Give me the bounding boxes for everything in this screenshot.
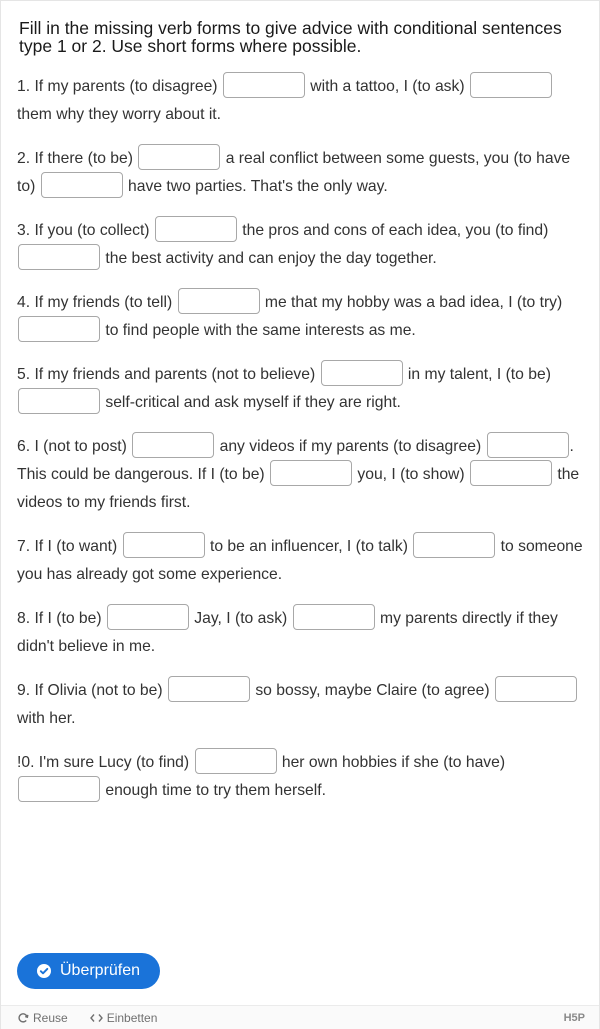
answer-input[interactable] bbox=[195, 748, 277, 774]
question-10 bbox=[17, 749, 589, 805]
reuse-icon bbox=[17, 1012, 29, 1024]
question-text: the pros and cons of each idea, you (to find) bbox=[237, 222, 549, 239]
answer-input[interactable] bbox=[178, 288, 260, 314]
embed-code-icon bbox=[90, 1013, 103, 1023]
question-text: my parents directly if they didn't believe in me. bbox=[17, 610, 558, 655]
answer-input[interactable] bbox=[413, 532, 495, 558]
answer-input[interactable] bbox=[168, 676, 250, 702]
question-text: 5. If my friends and parents (not to believe) bbox=[17, 366, 320, 383]
question-text: to find people with the same interests as me. bbox=[101, 322, 416, 339]
question-text: in my talent, I (to be) bbox=[403, 366, 551, 383]
question-text: 7. If I (to want) bbox=[17, 538, 122, 555]
answer-input[interactable] bbox=[123, 532, 205, 558]
question-5 bbox=[17, 361, 589, 417]
answer-input[interactable] bbox=[18, 244, 100, 270]
question-text: a real conflict between some guests, you (to have to) bbox=[17, 150, 571, 195]
h5p-logo: H5P bbox=[563, 1011, 585, 1024]
question-text: to be an influencer, I (to talk) bbox=[205, 538, 413, 555]
answer-input[interactable] bbox=[470, 460, 552, 486]
question-8 bbox=[17, 605, 589, 661]
answer-input[interactable] bbox=[470, 72, 552, 98]
question-text: 8. If I (to be) bbox=[17, 610, 106, 627]
question-text: Jay, I (to ask) bbox=[189, 610, 292, 627]
answer-input[interactable] bbox=[132, 432, 214, 458]
answer-input[interactable] bbox=[321, 360, 403, 386]
question-text: with a tattoo, I (to ask) bbox=[305, 78, 469, 95]
question-text: me that my hobby was a bad idea, I (to try) bbox=[260, 294, 563, 311]
question-3 bbox=[17, 217, 589, 273]
answer-input[interactable] bbox=[138, 144, 220, 170]
footer-bar bbox=[1, 1005, 599, 1029]
question-text: them why they worry about it. bbox=[17, 106, 222, 123]
question-text: her own hobbies if she (to have) bbox=[277, 754, 506, 771]
answer-input[interactable] bbox=[41, 172, 123, 198]
question-text: 1. If my parents (to disagree) bbox=[17, 78, 222, 95]
question-text: 9. If Olivia (not to be) bbox=[17, 682, 167, 699]
question-text: 4. If my friends (to tell) bbox=[17, 294, 177, 311]
question-text: the best activity and can enjoy the day together. bbox=[101, 250, 437, 267]
question-text: . This could be dangerous. If I (to be) bbox=[17, 438, 574, 483]
question-text: have two parties. That's the only way. bbox=[123, 178, 388, 195]
answer-input[interactable] bbox=[495, 676, 577, 702]
question-7 bbox=[17, 533, 589, 589]
embed-label: Einbetten bbox=[106, 1010, 158, 1025]
answer-input[interactable] bbox=[155, 216, 237, 242]
question-text: with her. bbox=[17, 710, 76, 727]
answer-input[interactable] bbox=[270, 460, 352, 486]
question-text: any videos if my parents (to disagree) bbox=[215, 438, 486, 455]
answer-input[interactable] bbox=[18, 388, 100, 414]
check-button[interactable] bbox=[17, 953, 160, 989]
reuse-label: Reuse bbox=[33, 1010, 68, 1025]
answer-input[interactable] bbox=[223, 72, 305, 98]
question-text: self-critical and ask myself if they are right. bbox=[101, 394, 401, 411]
question-text: 6. I (not to post) bbox=[17, 438, 132, 455]
question-text: 2. If there (to be) bbox=[17, 150, 138, 167]
check-button-label: Überprüfen bbox=[60, 962, 141, 979]
question-text: to someone you has already got some experience. bbox=[17, 538, 583, 583]
question-text: you, I (to show) bbox=[353, 466, 469, 483]
question-text: enough time to try them herself. bbox=[101, 782, 326, 799]
answer-input[interactable] bbox=[107, 604, 189, 630]
question-list bbox=[17, 73, 589, 821]
task-instructions: Fill in the missing verb forms to give advice with conditional sentences type 1 or 2. Use short forms where possible. bbox=[19, 18, 562, 56]
reuse-link[interactable] bbox=[17, 1011, 68, 1025]
question-text: !0. I'm sure Lucy (to find) bbox=[17, 754, 194, 771]
answer-input[interactable] bbox=[487, 432, 569, 458]
answer-input[interactable] bbox=[18, 316, 100, 342]
question-2 bbox=[17, 145, 589, 201]
question-6 bbox=[17, 433, 589, 517]
question-9 bbox=[17, 677, 589, 733]
answer-input[interactable] bbox=[18, 776, 100, 802]
question-text: the videos to my friends first. bbox=[17, 466, 580, 511]
question-text: so bossy, maybe Claire (to agree) bbox=[250, 682, 494, 699]
question-1 bbox=[17, 73, 589, 129]
question-text: 3. If you (to collect) bbox=[17, 222, 154, 239]
question-4 bbox=[17, 289, 589, 345]
answer-input[interactable] bbox=[293, 604, 375, 630]
check-circle-icon bbox=[37, 964, 51, 978]
embed-link[interactable] bbox=[90, 1011, 158, 1025]
